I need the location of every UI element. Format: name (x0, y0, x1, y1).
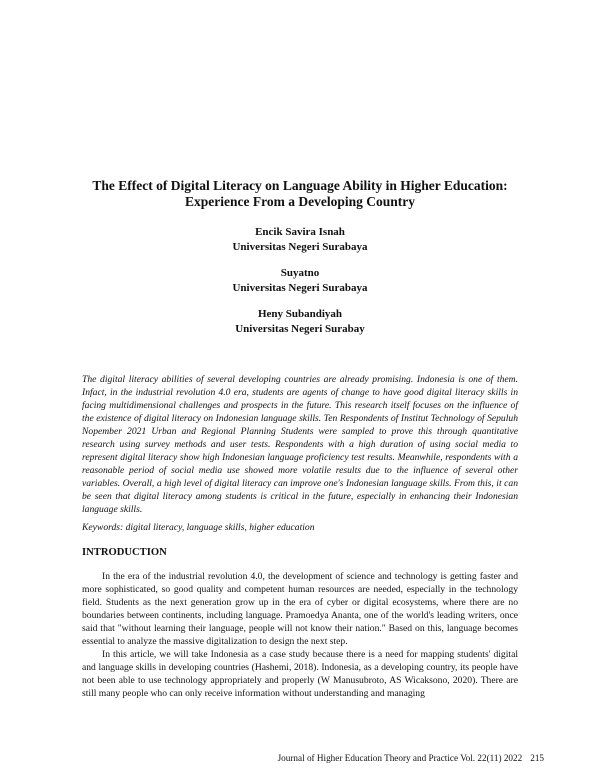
author-affiliation: Universitas Negeri Surabaya (232, 241, 368, 253)
title-line-1: The Effect of Digital Literacy on Language Ability in Higher Education: (92, 178, 508, 193)
page-number: 215 (530, 753, 544, 763)
body-text (82, 570, 518, 700)
journal-citation: Journal of Higher Education Theory and Practice Vol. 22(11) 2022 (277, 753, 523, 763)
body-paragraph: In the era of the industrial revolution 4.0, the development of science and technology is getting faster and more sophisticated, so good quality and competent human resources are needed, especially in the technology field. Students as the next generation grow up in the era of cyber or digital ecosystems, where there are no boundaries between continents, including language. Pramoedya Ananta, one of the world's leading writers, once said that "without learning their language, people will not know their nation." Based on this, language becomes essential to analyze the massive digitalization to design the next step. (82, 571, 518, 647)
author-name: Heny Subandiyah (257, 308, 343, 320)
keywords: Keywords: digital literacy, language skills, higher education (82, 522, 315, 533)
paper-title (60, 178, 540, 210)
author-block (60, 266, 540, 296)
page-footer (278, 752, 544, 764)
author-block (60, 225, 540, 255)
body-paragraph: In this article, we will take Indonesia as a case study because there is a need for mapping students' digital and language skills in developing countries (Hashemi, 2018). Indonesia, as a developing country, its people have not been able to use technology appropriately and properly (W Manusubroto, AS Wicaksono, 2020). There are still many people who can only receive information without understanding and managing (82, 649, 518, 699)
author-name: Suyatno (280, 267, 320, 279)
author-name: Encik Savira Isnah (255, 226, 345, 238)
author-affiliation: Universitas Negeri Surabaya (232, 282, 368, 294)
title-line-2: Experience From a Developing Country (185, 194, 415, 209)
author-block (60, 307, 540, 337)
author-list (60, 225, 540, 348)
abstract: The digital literacy abilities of several developing countries are already promising. Indonesia is one of them. Infact, in the industrial revolution 4.0 era, students are agents of change to have good digital literacy skills in facing multidimensional challenges and prospects in the future. This research itself focuses on the influence of the existence of digital literacy on Indonesian language skills. Ten Respondents of Institut Technology of Sepuluh Nopember 2021 Urban and Regional Planning Students were sampled to prove this through quantitative research using survey methods and user tests. Respondents with a high duration of using social media to represent digital literacy show high Indonesian language proficiency test results. Meanwhile, respondents with a reasonable period of social media use showed more volatile results due to the influence of several other variables. Overall, a high level of digital literacy can improve one's Indonesian language skills. From this, it can be seen that digital literacy among students is critical in the future, especially in enhancing their Indonesian language skills. (82, 374, 518, 515)
section-heading: INTRODUCTION (82, 547, 167, 558)
author-affiliation: Universitas Negeri Surabay (235, 323, 365, 335)
